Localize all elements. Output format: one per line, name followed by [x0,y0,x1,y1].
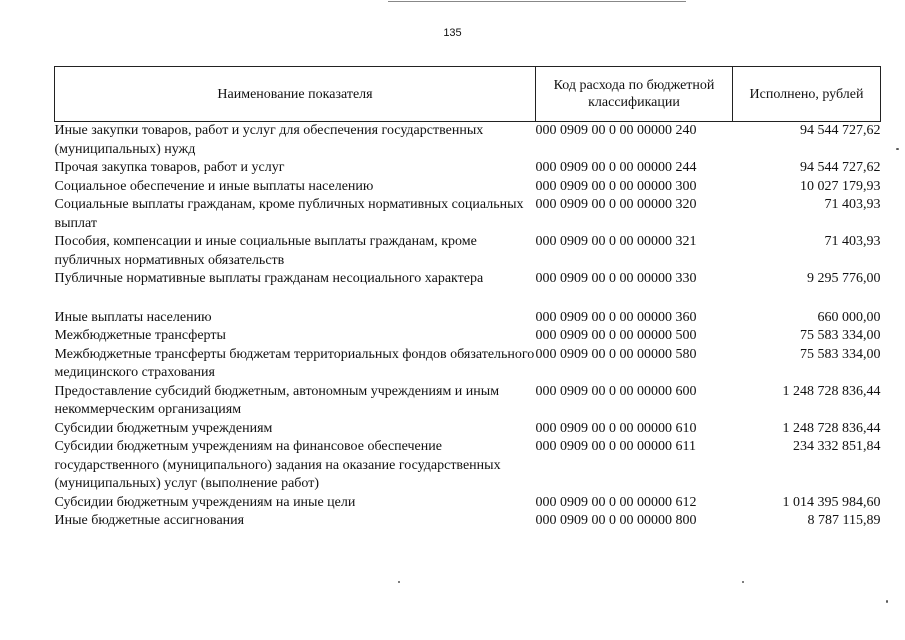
row-amount: 94 544 727,62 [800,160,881,175]
row-code: 000 0909 00 0 00 00000 610 [535,420,697,436]
row-code: 000 0909 00 0 00 00000 580 [535,346,697,362]
row-code: 000 0909 00 0 00 00000 360 [535,309,697,325]
row-name: Публичные нормативные выплаты гражданам несоциального характера [54,271,484,286]
row-amount: 8 787 115,89 [807,513,881,528]
top-edge-rule [388,1,686,2]
table-row [55,327,881,346]
row-amount: 75 583 334,00 [800,328,881,343]
row-name: Социальное обеспечение и иные выплаты населению [54,178,374,194]
row-name: Социальные выплаты гражданам, кроме публичных нормативных социальных выплат [54,197,524,231]
row-amount: 1 248 728 836,44 [782,420,881,436]
row-code: 000 0909 00 0 00 00000 321 [535,234,697,249]
row-code: 000 0909 00 0 00 00000 500 [535,328,697,343]
table-row [55,420,881,439]
table-row [55,438,881,494]
table-spacer-row [55,289,881,309]
table-row [55,383,881,420]
header-executed-amount: Исполнено, рублей [733,67,881,122]
row-code: 000 0909 00 0 00 00000 330 [535,271,697,286]
scan-speck [398,581,400,583]
row-code: 000 0909 00 0 00 00000 800 [535,513,697,528]
row-amount: 234 332 851,84 [793,439,881,454]
header-budget-code: Код расхода по бюджетной классификации [536,67,733,122]
row-name: Иные закупки товаров, работ и услуг для обеспечения государственных (муниципальных) нужд [54,123,484,157]
row-name: Иные бюджетные ассигнования [54,513,245,528]
table-header-row [55,67,881,122]
table-row [55,309,881,328]
row-name: Субсидии бюджетным учреждениям на иные цели [54,494,356,510]
row-amount: 75 583 334,00 [800,346,881,362]
row-name: Субсидии бюджетным учреждениям [54,420,273,436]
row-amount: 660 000,00 [817,309,881,325]
table-row [55,512,881,531]
table-row [55,346,881,383]
row-amount: 1 248 728 836,44 [782,383,881,399]
row-code: 000 0909 00 0 00 00000 300 [535,178,697,194]
row-amount: 9 295 776,00 [807,271,881,286]
row-code: 000 0909 00 0 00 00000 244 [535,160,697,175]
table-row [55,159,881,178]
row-name: Субсидии бюджетным учреждениям на финансовое обеспечение государственного (муниципального) задания на оказание государственных (муниципальных) услуг (выполнение работ) [54,439,501,491]
row-amount: 10 027 179,93 [800,178,881,194]
row-name: Предоставление субсидий бюджетным, автономным учреждениям и иным некоммерческим организациям [54,383,500,417]
row-amount: 71 403,93 [824,234,881,249]
expenditure-table [54,66,881,531]
table-row [55,196,881,233]
row-code: 000 0909 00 0 00 00000 611 [535,439,696,454]
row-name: Пособия, компенсации и иные социальные выплаты гражданам, кроме публичных нормативных обязательств [54,234,477,268]
spacer-cell [55,289,536,309]
row-name: Межбюджетные трансферты бюджетам территориальных фондов обязательного медицинского страхования [54,346,535,380]
scan-speck [896,148,899,150]
scan-speck [886,600,888,603]
table-row [55,122,881,160]
spacer-cell [733,289,881,309]
row-name: Межбюджетные трансферты [54,328,226,343]
row-name: Прочая закупка товаров, работ и услуг [54,160,285,175]
row-code: 000 0909 00 0 00 00000 320 [535,197,697,212]
row-amount: 1 014 395 984,60 [782,494,881,510]
table-row [55,270,881,289]
scan-speck [742,581,744,583]
table-row [55,178,881,197]
row-amount: 94 544 727,62 [800,123,881,138]
table-row [55,494,881,513]
row-code: 000 0909 00 0 00 00000 240 [535,123,697,138]
spacer-cell [536,289,733,309]
report-table-container [54,66,880,531]
header-indicator-name: Наименование показателя [55,67,536,122]
row-code: 000 0909 00 0 00 00000 600 [535,383,697,399]
table-row [55,233,881,270]
page-number: 135 [443,27,462,39]
row-name: Иные выплаты населению [54,309,212,325]
row-code: 000 0909 00 0 00 00000 612 [535,494,697,510]
row-amount: 71 403,93 [824,197,881,212]
